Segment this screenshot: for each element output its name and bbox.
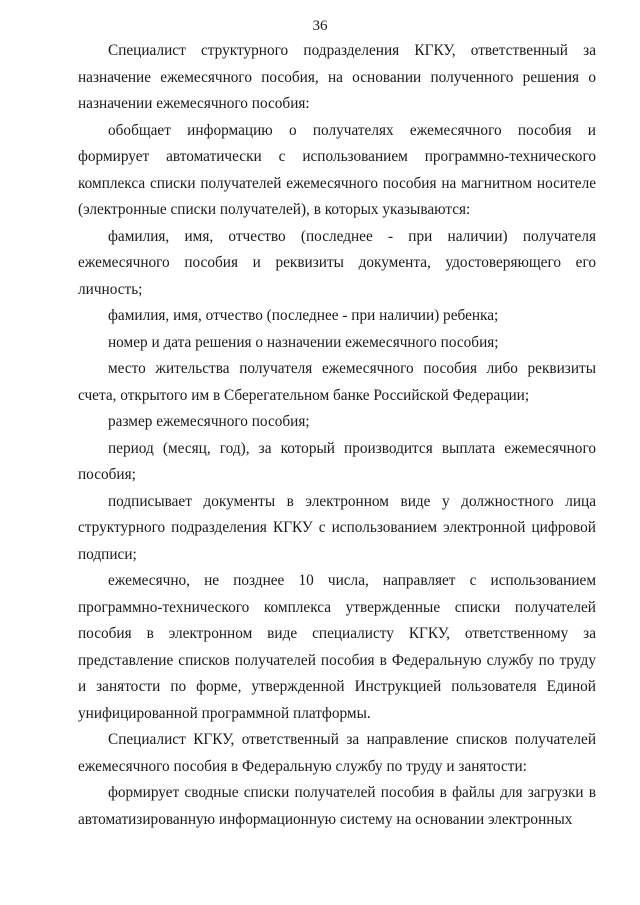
paragraph-decision-number: номер и дата решения о назначении ежемесячного пособия;	[108, 333, 499, 351]
paragraph-payment-period: период (месяц, год), за который производится выплата ежемесячного пособия;	[78, 439, 596, 483]
page-number: 36	[312, 18, 328, 34]
paragraph-monthly-sends: ежемесячно, не позднее 10 числа, направляет с использованием программно-технического комплекса утвержденные списки получателей пособия в электронном виде специалисту КГКУ, ответственному за представление списков получателей пособия в Федеральную службу по труду и занятости по форме, утвержденной Инструкцией пользователя Единой унифицированной программной платформы.	[78, 572, 596, 722]
paragraph-residence-account: место жительства получателя ежемесячного пособия либо реквизиты счета, открытого им в Сберегательном банке Российской Федерации;	[78, 360, 596, 404]
paragraph-forms-summary-lists: формирует сводные списки получателей пособия в файлы для загрузки в автоматизированную информационную систему на основании электронных	[78, 784, 596, 828]
document-body	[78, 38, 596, 833]
paragraph-allowance-amount: размер ежемесячного пособия;	[108, 413, 310, 430]
paragraph-specialist-employment-service: Специалист КГКУ, ответственный за направление списков получателей ежемесячного пособия в Федеральную службу по труду и занятости:	[78, 731, 596, 775]
paragraph-summarizes-info: обобщает информацию о получателях ежемесячного пособия и формирует автоматически с использованием программно-технического комплекса списки получателей ежемесячного пособия на магнитном носителе (электронные списки получателей), в которых указываются:	[78, 121, 596, 218]
paragraph-child-name: фамилия, имя, отчество (последнее - при наличии) ребенка;	[108, 307, 499, 324]
paragraph-signs-documents: подписывает документы в электронном виде у должностного лица структурного подразделения КГКУ с использованием электронной цифровой подписи;	[78, 492, 596, 563]
paragraph-specialist-assignment: Специалист структурного подразделения КГКУ, ответственный за назначение ежемесячного пособия, на основании полученного решения о назначении ежемесячного пособия:	[78, 42, 596, 112]
paragraph-recipient-name: фамилия, имя, отчество (последнее - при наличии) получателя ежемесячного пособия и реквизиты документа, удостоверяющего его личность;	[78, 227, 596, 298]
